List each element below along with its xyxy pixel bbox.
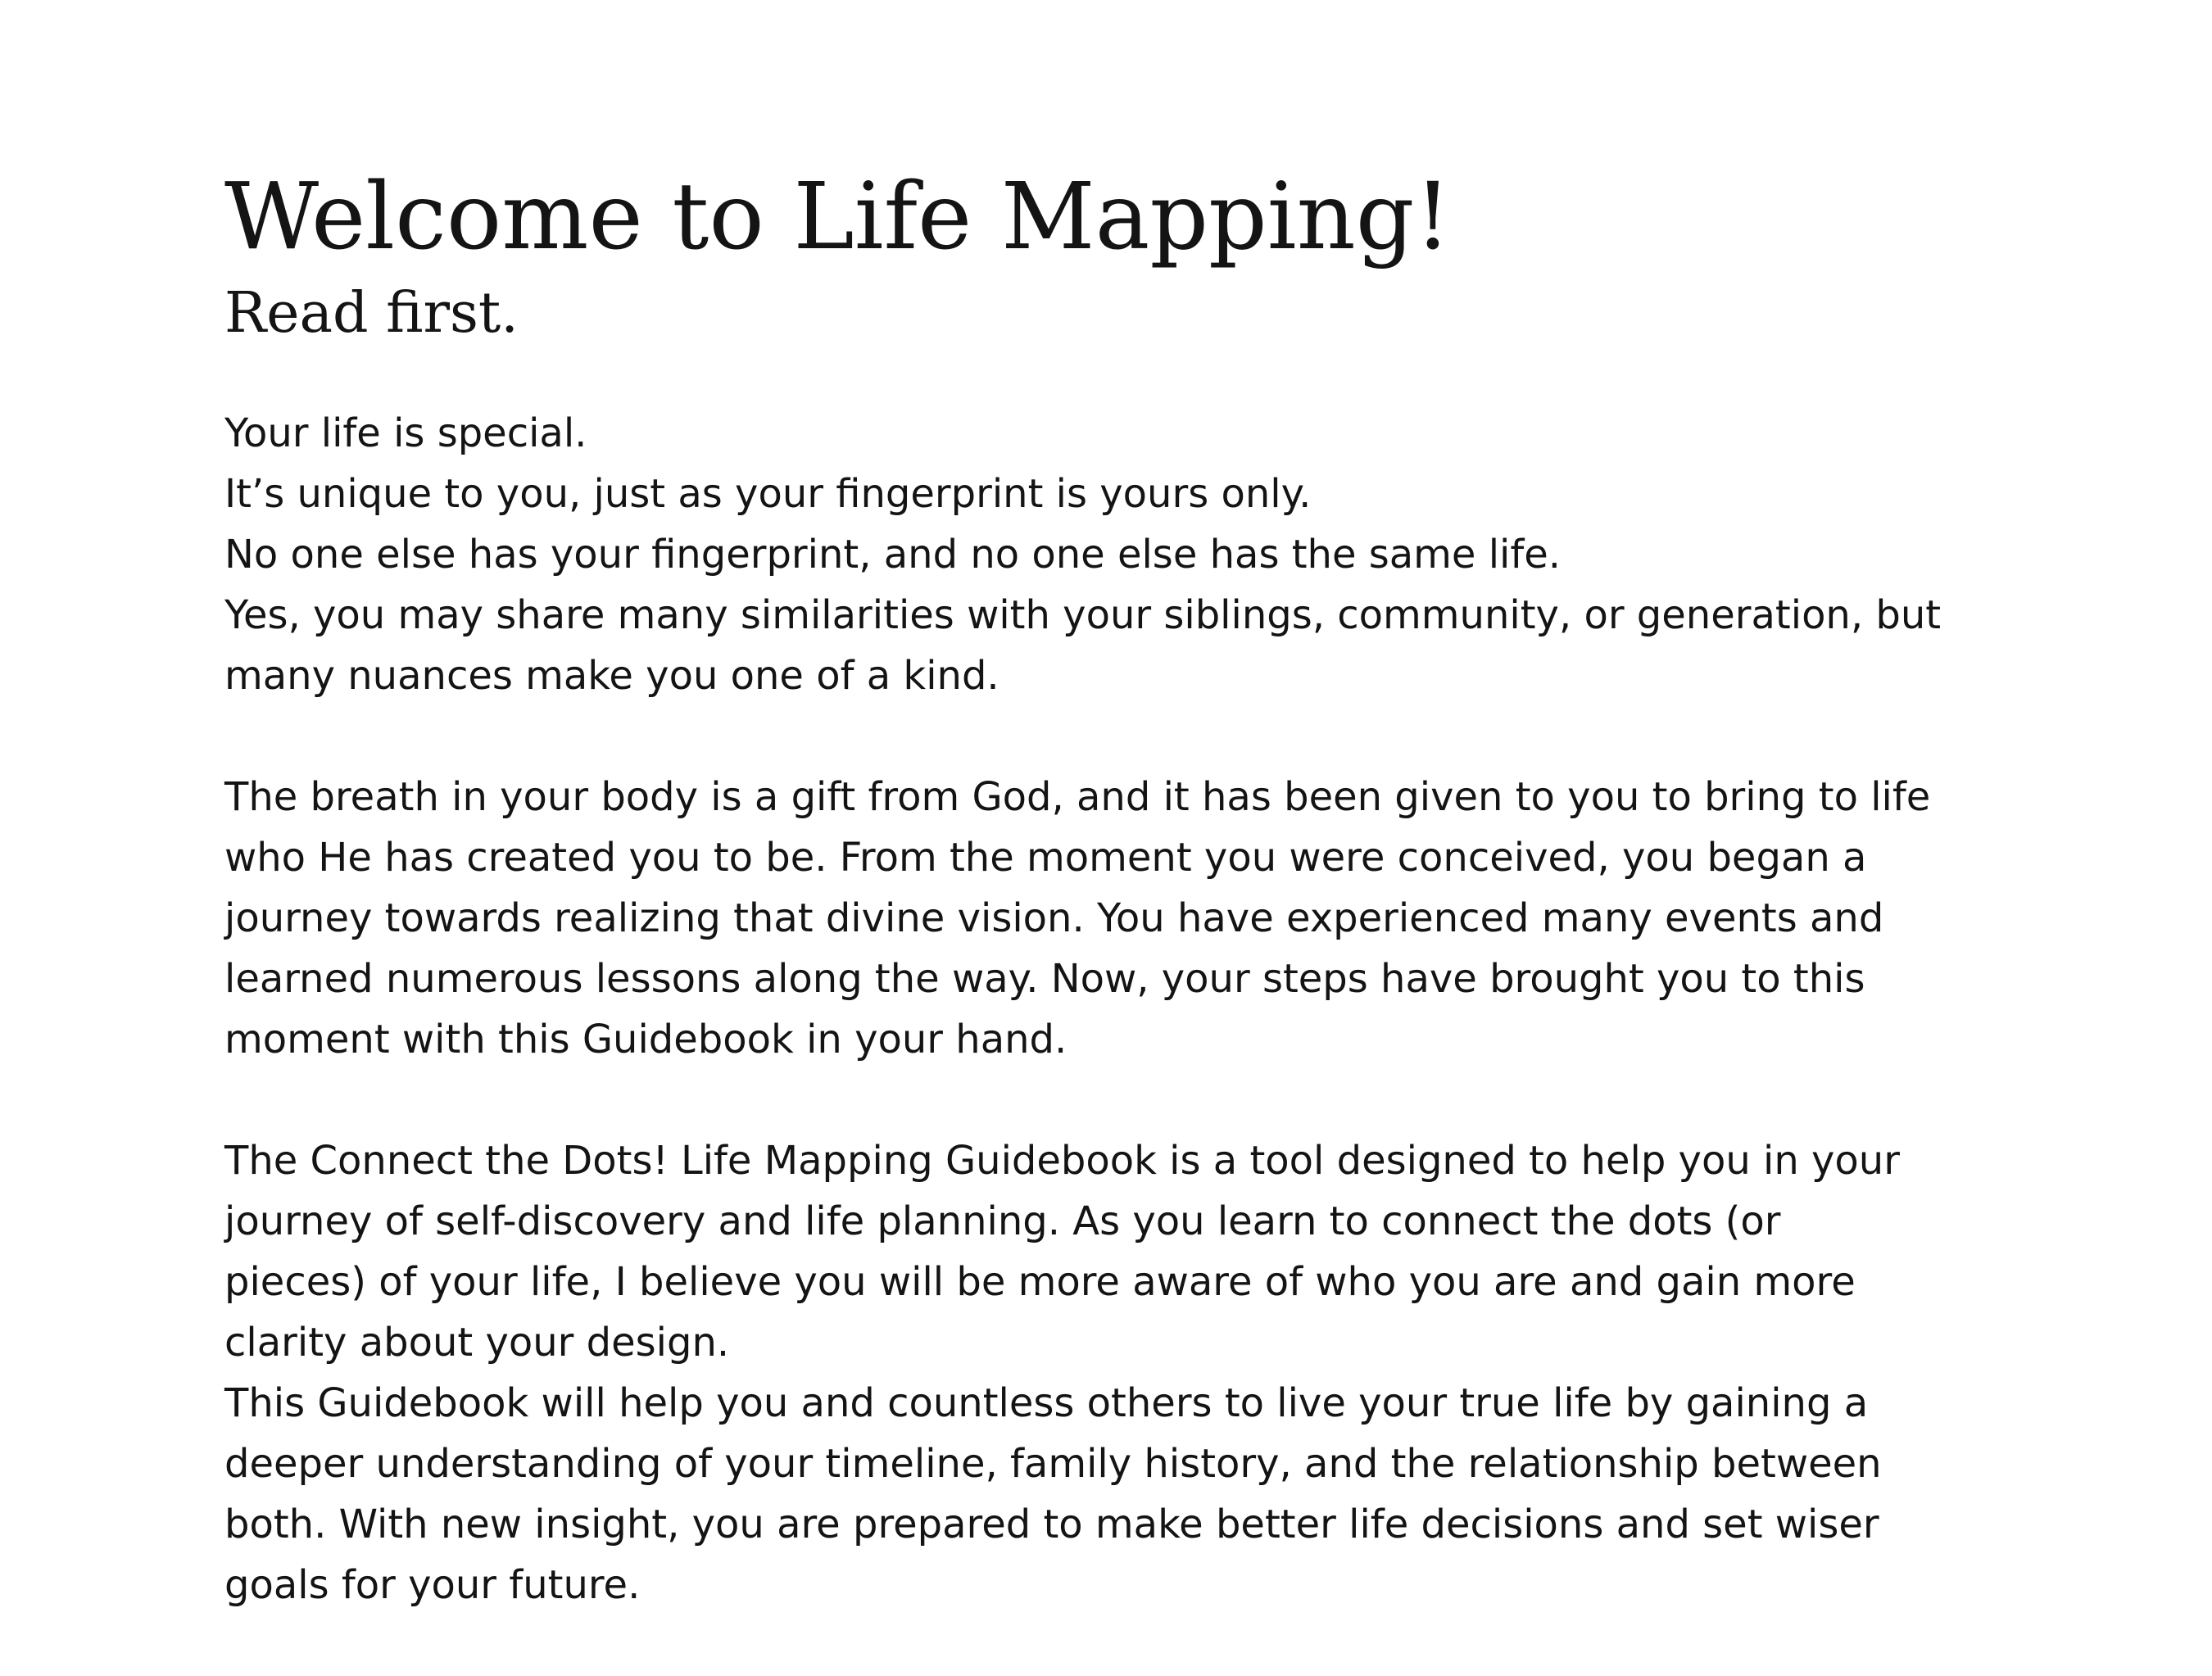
text-line: many nuances make you one of a kind.: [224, 653, 999, 699]
text-line: The breath in your body is a gift from God, and it has been given to you to bring to life: [224, 774, 1931, 820]
page-subtitle: Read first.: [224, 281, 519, 346]
text-line: clarity about your design.: [224, 1320, 730, 1366]
text-line: journey of self-discovery and life planning. As you learn to connect the dots (or: [224, 1198, 1781, 1244]
text-line: Yes, you may share many similarities with your siblings, community, or generation, but: [224, 592, 1942, 638]
text-line: pieces) of your life, I believe you will be more aware of who you are and gain more: [224, 1259, 1856, 1305]
text-line: This Guidebook will help you and countless others to live your true life by gaining a: [224, 1380, 1869, 1426]
text-line: No one else has your fingerprint, and no one else has the same life.: [224, 532, 1562, 578]
text-line: It’s unique to you, just as your fingerprint is yours only.: [224, 471, 1312, 517]
text-line: deeper understanding of your timeline, family history, and the relationship between: [224, 1441, 1882, 1487]
text-line: goals for your future.: [224, 1562, 641, 1608]
paragraph-breath: [224, 767, 2060, 1070]
text-line: Your life is special.: [224, 410, 587, 456]
page-title: Welcome to Life Mapping!: [224, 164, 1452, 270]
text-line: learned numerous lessons along the way. Now, your steps have brought you to this: [224, 956, 1865, 1002]
text-line: journey towards realizing that divine vision. You have experienced many events and: [224, 895, 1884, 941]
paragraph-guidebook: [224, 1130, 2060, 1615]
text-line: The Connect the Dots! Life Mapping Guidebook is a tool designed to help you in your: [224, 1138, 1900, 1184]
body-text: [224, 403, 2060, 1615]
document-page: [224, 157, 2060, 1676]
text-line: both. With new insight, you are prepared to make better life decisions and set wiser: [224, 1502, 1879, 1547]
text-line: moment with this Guidebook in your hand.: [224, 1017, 1067, 1062]
text-line: who He has created you to be. From the moment you were conceived, you began a: [224, 835, 1867, 881]
paragraph-intro: [224, 403, 2060, 706]
